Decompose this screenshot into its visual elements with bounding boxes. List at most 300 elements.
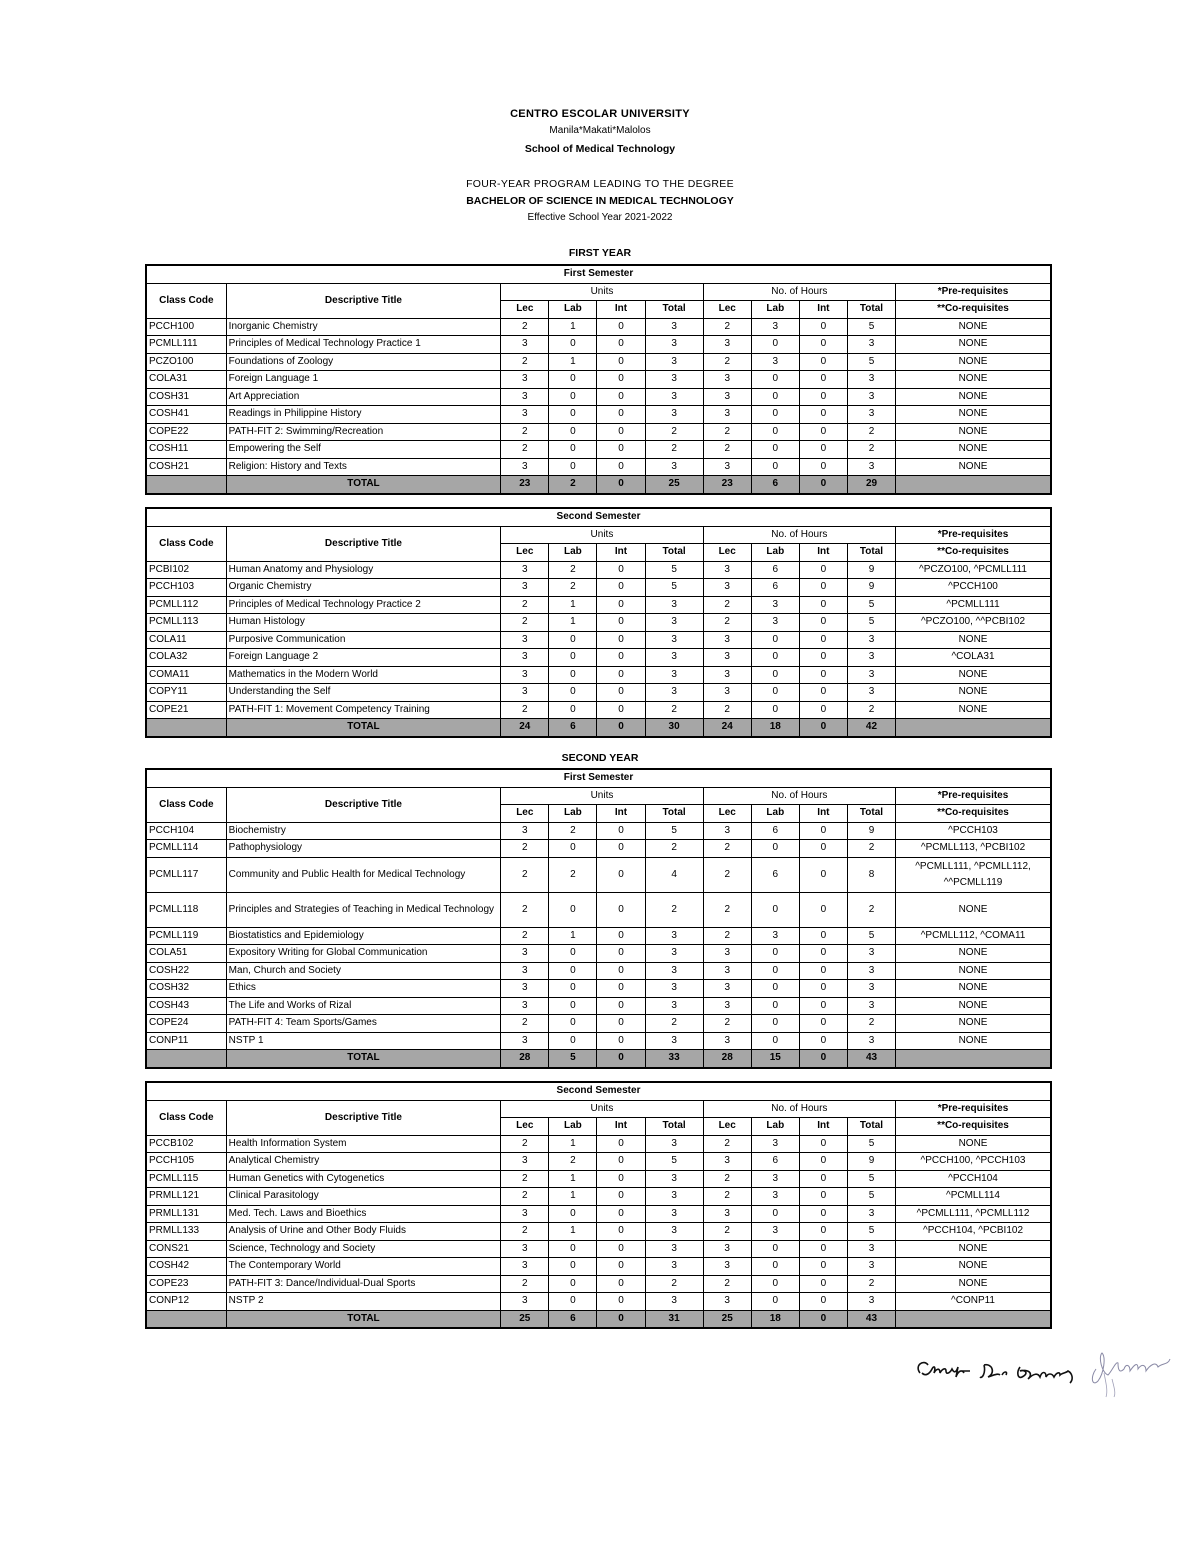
units-int: 0 xyxy=(597,1223,645,1241)
units-int: 0 xyxy=(597,962,645,980)
total-value: 6 xyxy=(549,719,597,737)
hours-int: 0 xyxy=(799,892,847,927)
units-int: 0 xyxy=(597,458,645,476)
hours-lec: 3 xyxy=(703,371,751,389)
hours-int: 0 xyxy=(799,1240,847,1258)
units-total: 2 xyxy=(645,423,703,441)
descriptive-title: Pathophysiology xyxy=(226,840,501,858)
program-title-line2: BACHELOR OF SCIENCE IN MEDICAL TECHNOLOGY xyxy=(466,195,734,207)
header-descriptive-title: Descriptive Title xyxy=(226,283,501,318)
units-int: 0 xyxy=(597,822,645,840)
units-total: 3 xyxy=(645,927,703,945)
total-value: 2 xyxy=(549,476,597,494)
descriptive-title: Science, Technology and Society xyxy=(226,1240,501,1258)
class-code: CONP11 xyxy=(146,1032,226,1050)
descriptive-title: Inorganic Chemistry xyxy=(226,318,501,336)
total-value: 0 xyxy=(597,1050,645,1068)
header-corequisites: **Co-requisites xyxy=(896,544,1051,562)
course-row xyxy=(146,980,1051,998)
course-row xyxy=(146,649,1051,667)
hours-lab: 0 xyxy=(751,840,799,858)
class-code: PCCB102 xyxy=(146,1135,226,1153)
requisites: NONE xyxy=(896,388,1051,406)
hours-lec: 3 xyxy=(703,822,751,840)
requisites: NONE xyxy=(896,631,1051,649)
university-name: CENTRO ESCOLAR UNIVERSITY xyxy=(510,108,690,120)
hours-lec: 3 xyxy=(703,980,751,998)
requisites: NONE xyxy=(896,353,1051,371)
units-lec: 3 xyxy=(501,336,549,354)
units-lab: 1 xyxy=(549,1135,597,1153)
total-value: 28 xyxy=(703,1050,751,1068)
hours-lec: 2 xyxy=(703,614,751,632)
total-value: 31 xyxy=(645,1310,703,1328)
course-row xyxy=(146,441,1051,459)
semester-table xyxy=(145,264,1052,495)
total-label: TOTAL xyxy=(226,1310,501,1328)
units-int: 0 xyxy=(597,423,645,441)
total-value: 42 xyxy=(847,719,895,737)
class-code: COPE23 xyxy=(146,1275,226,1293)
semester-title: First Semester xyxy=(146,769,1051,787)
class-code: PCMLL115 xyxy=(146,1170,226,1188)
hours-int: 0 xyxy=(799,927,847,945)
class-code: PCCH104 xyxy=(146,822,226,840)
units-lab: 2 xyxy=(549,857,597,892)
header-hours: No. of Hours xyxy=(703,1100,895,1118)
units-lec: 2 xyxy=(501,614,549,632)
hours-total: 3 xyxy=(847,666,895,684)
descriptive-title: Foreign Language 2 xyxy=(226,649,501,667)
descriptive-title: Organic Chemistry xyxy=(226,579,501,597)
class-code: COSH42 xyxy=(146,1258,226,1276)
units-int: 0 xyxy=(597,596,645,614)
units-int: 0 xyxy=(597,614,645,632)
units-int: 0 xyxy=(597,1205,645,1223)
hours-lab: 0 xyxy=(751,1015,799,1033)
header-class-code: Class Code xyxy=(146,1100,226,1135)
requisites: ^CONP11 xyxy=(896,1293,1051,1311)
program-title-line1: FOUR-YEAR PROGRAM LEADING TO THE DEGREE xyxy=(466,178,734,190)
class-code: COSH32 xyxy=(146,980,226,998)
hours-lec: 3 xyxy=(703,561,751,579)
total-row xyxy=(146,476,1051,494)
units-lec: 2 xyxy=(501,840,549,858)
hours-int: 0 xyxy=(799,1170,847,1188)
units-lec: 3 xyxy=(501,1205,549,1223)
units-lab-header: Lab xyxy=(549,544,597,562)
hours-lab: 3 xyxy=(751,318,799,336)
units-int-header: Int xyxy=(597,1118,645,1136)
course-row xyxy=(146,1170,1051,1188)
hours-int: 0 xyxy=(799,1015,847,1033)
header-prerequisites: *Pre-requisites xyxy=(896,787,1051,805)
class-code: PRMLL131 xyxy=(146,1205,226,1223)
units-total: 3 xyxy=(645,1293,703,1311)
units-total: 3 xyxy=(645,997,703,1015)
hours-total: 5 xyxy=(847,1188,895,1206)
requisites: ^PCZO100, ^^PCBI102 xyxy=(896,614,1051,632)
total-value: 0 xyxy=(597,1310,645,1328)
semester-table xyxy=(145,1081,1052,1329)
requisites: ^PCMLL113, ^PCBI102 xyxy=(896,840,1051,858)
units-total: 3 xyxy=(645,631,703,649)
units-lec: 3 xyxy=(501,561,549,579)
units-int: 0 xyxy=(597,631,645,649)
hours-lec: 3 xyxy=(703,631,751,649)
total-value: 0 xyxy=(597,719,645,737)
units-lab: 0 xyxy=(549,388,597,406)
descriptive-title: PATH-FIT 1: Movement Competency Training xyxy=(226,701,501,719)
total-blank xyxy=(896,719,1051,737)
units-total: 2 xyxy=(645,892,703,927)
requisites: NONE xyxy=(896,892,1051,927)
hours-int: 0 xyxy=(799,1293,847,1311)
hours-total: 3 xyxy=(847,684,895,702)
header-units: Units xyxy=(501,526,703,544)
units-total-header: Total xyxy=(645,805,703,823)
units-int: 0 xyxy=(597,1275,645,1293)
semester-title: First Semester xyxy=(146,265,1051,283)
campus-locations: Manila*Makati*Malolos xyxy=(549,125,651,136)
descriptive-title: Ethics xyxy=(226,980,501,998)
requisites: NONE xyxy=(896,701,1051,719)
units-lec-header: Lec xyxy=(501,544,549,562)
hours-lab: 3 xyxy=(751,596,799,614)
hours-total: 2 xyxy=(847,441,895,459)
class-code: PCZO100 xyxy=(146,353,226,371)
requisites: NONE xyxy=(896,458,1051,476)
hours-int: 0 xyxy=(799,441,847,459)
hours-lab: 6 xyxy=(751,561,799,579)
descriptive-title: Empowering the Self xyxy=(226,441,501,459)
total-value: 43 xyxy=(847,1310,895,1328)
course-row xyxy=(146,945,1051,963)
units-lab: 0 xyxy=(549,980,597,998)
units-total: 3 xyxy=(645,614,703,632)
descriptive-title: Human Genetics with Cytogenetics xyxy=(226,1170,501,1188)
units-int: 0 xyxy=(597,353,645,371)
total-value: 23 xyxy=(703,476,751,494)
hours-int-header: Int xyxy=(799,805,847,823)
class-code: PCMLL114 xyxy=(146,840,226,858)
class-code: COLA32 xyxy=(146,649,226,667)
units-lab: 1 xyxy=(549,353,597,371)
hours-int-header: Int xyxy=(799,301,847,319)
hours-lab: 0 xyxy=(751,649,799,667)
class-code: COPE22 xyxy=(146,423,226,441)
class-code: CONP12 xyxy=(146,1293,226,1311)
hours-lec: 2 xyxy=(703,1275,751,1293)
requisites: ^PCCH104, ^PCBI102 xyxy=(896,1223,1051,1241)
descriptive-title: Analytical Chemistry xyxy=(226,1153,501,1171)
total-blank xyxy=(896,1050,1051,1068)
total-value: 23 xyxy=(501,476,549,494)
units-lab: 0 xyxy=(549,997,597,1015)
units-total: 2 xyxy=(645,840,703,858)
units-int: 0 xyxy=(597,1293,645,1311)
units-lab: 2 xyxy=(549,579,597,597)
units-lec: 3 xyxy=(501,1032,549,1050)
total-value: 30 xyxy=(645,719,703,737)
hours-total: 9 xyxy=(847,561,895,579)
descriptive-title: Human Histology xyxy=(226,614,501,632)
descriptive-title: Art Appreciation xyxy=(226,388,501,406)
hours-total: 3 xyxy=(847,1258,895,1276)
units-total: 3 xyxy=(645,388,703,406)
hours-lec: 3 xyxy=(703,666,751,684)
units-int-header: Int xyxy=(597,544,645,562)
hours-lab: 0 xyxy=(751,1240,799,1258)
units-int: 0 xyxy=(597,561,645,579)
total-value: 15 xyxy=(751,1050,799,1068)
units-lab: 1 xyxy=(549,318,597,336)
hours-lec: 3 xyxy=(703,649,751,667)
hours-int: 0 xyxy=(799,1188,847,1206)
course-row xyxy=(146,336,1051,354)
header-units: Units xyxy=(501,1100,703,1118)
course-row xyxy=(146,997,1051,1015)
course-row xyxy=(146,1275,1051,1293)
hours-total: 3 xyxy=(847,1293,895,1311)
hours-lec: 3 xyxy=(703,945,751,963)
requisites: NONE xyxy=(896,997,1051,1015)
hours-lab: 3 xyxy=(751,353,799,371)
hours-total: 3 xyxy=(847,997,895,1015)
hours-total-header: Total xyxy=(847,544,895,562)
total-value: 6 xyxy=(549,1310,597,1328)
class-code: PCMLL112 xyxy=(146,596,226,614)
units-lab: 0 xyxy=(549,666,597,684)
hours-total: 3 xyxy=(847,945,895,963)
hours-int-header: Int xyxy=(799,544,847,562)
total-value: 25 xyxy=(501,1310,549,1328)
units-lab: 1 xyxy=(549,1188,597,1206)
hours-total: 5 xyxy=(847,614,895,632)
hours-total: 3 xyxy=(847,649,895,667)
hours-int: 0 xyxy=(799,962,847,980)
units-int: 0 xyxy=(597,1258,645,1276)
units-lab: 0 xyxy=(549,840,597,858)
total-blank xyxy=(146,476,226,494)
units-lec: 3 xyxy=(501,980,549,998)
hours-total: 5 xyxy=(847,596,895,614)
class-code: PRMLL133 xyxy=(146,1223,226,1241)
hours-lab: 6 xyxy=(751,579,799,597)
hours-int: 0 xyxy=(799,1153,847,1171)
hours-lec: 2 xyxy=(703,857,751,892)
course-row xyxy=(146,406,1051,424)
units-total: 3 xyxy=(645,1032,703,1050)
total-blank xyxy=(146,1310,226,1328)
descriptive-title: Analysis of Urine and Other Body Fluids xyxy=(226,1223,501,1241)
hours-lab: 6 xyxy=(751,857,799,892)
year-label: SECOND YEAR xyxy=(561,752,639,764)
hours-lab: 0 xyxy=(751,1275,799,1293)
class-code: COPE21 xyxy=(146,701,226,719)
hours-lec: 3 xyxy=(703,962,751,980)
requisites: NONE xyxy=(896,1258,1051,1276)
hours-total: 3 xyxy=(847,1240,895,1258)
hours-lab: 0 xyxy=(751,701,799,719)
class-code: COLA11 xyxy=(146,631,226,649)
units-lec: 3 xyxy=(501,684,549,702)
hours-int: 0 xyxy=(799,614,847,632)
descriptive-title: Biochemistry xyxy=(226,822,501,840)
header-descriptive-title: Descriptive Title xyxy=(226,787,501,822)
units-total: 3 xyxy=(645,336,703,354)
total-value: 18 xyxy=(751,1310,799,1328)
hours-lec: 2 xyxy=(703,423,751,441)
hours-lec: 2 xyxy=(703,1135,751,1153)
hours-int-header: Int xyxy=(799,1118,847,1136)
total-label: TOTAL xyxy=(226,1050,501,1068)
hours-int: 0 xyxy=(799,997,847,1015)
hours-total: 5 xyxy=(847,318,895,336)
effective-year: Effective School Year 2021-2022 xyxy=(527,212,673,223)
requisites: NONE xyxy=(896,406,1051,424)
descriptive-title: NSTP 2 xyxy=(226,1293,501,1311)
descriptive-title: The Life and Works of Rizal xyxy=(226,997,501,1015)
hours-total: 2 xyxy=(847,1015,895,1033)
hours-total: 9 xyxy=(847,579,895,597)
hours-total: 5 xyxy=(847,1170,895,1188)
units-lec-header: Lec xyxy=(501,1118,549,1136)
hours-int: 0 xyxy=(799,336,847,354)
semester-table xyxy=(145,768,1052,1069)
units-total: 3 xyxy=(645,962,703,980)
course-row xyxy=(146,1293,1051,1311)
units-total: 5 xyxy=(645,579,703,597)
units-int: 0 xyxy=(597,649,645,667)
hours-lab: 0 xyxy=(751,406,799,424)
total-value: 0 xyxy=(799,476,847,494)
units-lec: 3 xyxy=(501,962,549,980)
hours-lec: 2 xyxy=(703,1015,751,1033)
units-total-header: Total xyxy=(645,544,703,562)
hours-total: 5 xyxy=(847,1223,895,1241)
hours-lec: 2 xyxy=(703,701,751,719)
hours-lec: 2 xyxy=(703,927,751,945)
hours-int: 0 xyxy=(799,458,847,476)
class-code: COPE24 xyxy=(146,1015,226,1033)
course-row xyxy=(146,927,1051,945)
hours-lab: 0 xyxy=(751,631,799,649)
hours-int: 0 xyxy=(799,561,847,579)
course-row xyxy=(146,1258,1051,1276)
header-hours: No. of Hours xyxy=(703,787,895,805)
units-int: 0 xyxy=(597,666,645,684)
hours-lab-header: Lab xyxy=(751,805,799,823)
units-total: 3 xyxy=(645,980,703,998)
units-lec: 2 xyxy=(501,1275,549,1293)
hours-lab: 0 xyxy=(751,371,799,389)
hours-lec: 3 xyxy=(703,1258,751,1276)
units-total: 3 xyxy=(645,1240,703,1258)
hours-total: 8 xyxy=(847,857,895,892)
hours-lab: 0 xyxy=(751,1205,799,1223)
hours-lab: 0 xyxy=(751,945,799,963)
semester-title: Second Semester xyxy=(146,508,1051,526)
units-lec: 3 xyxy=(501,666,549,684)
course-row xyxy=(146,1188,1051,1206)
descriptive-title: Med. Tech. Laws and Bioethics xyxy=(226,1205,501,1223)
hours-lec: 2 xyxy=(703,1223,751,1241)
units-total: 3 xyxy=(645,596,703,614)
header-prerequisites: *Pre-requisites xyxy=(896,526,1051,544)
units-lab: 0 xyxy=(549,1032,597,1050)
hours-lab: 0 xyxy=(751,423,799,441)
class-code: PCCH103 xyxy=(146,579,226,597)
hours-lec: 3 xyxy=(703,1240,751,1258)
units-total: 3 xyxy=(645,666,703,684)
units-int: 0 xyxy=(597,1170,645,1188)
units-int: 0 xyxy=(597,336,645,354)
units-lab: 0 xyxy=(549,371,597,389)
hours-int: 0 xyxy=(799,318,847,336)
hours-total: 3 xyxy=(847,962,895,980)
requisites: ^PCMLL111 xyxy=(896,596,1051,614)
hours-lec: 3 xyxy=(703,388,751,406)
units-total-header: Total xyxy=(645,1118,703,1136)
requisites: ^PCCH100, ^PCCH103 xyxy=(896,1153,1051,1171)
course-row xyxy=(146,1032,1051,1050)
units-int: 0 xyxy=(597,857,645,892)
hours-int: 0 xyxy=(799,684,847,702)
course-row xyxy=(146,892,1051,927)
units-lec: 2 xyxy=(501,353,549,371)
descriptive-title: Principles of Medical Technology Practice 2 xyxy=(226,596,501,614)
requisites: ^PCZO100, ^PCMLL111 xyxy=(896,561,1051,579)
class-code: PCMLL111 xyxy=(146,336,226,354)
header-descriptive-title: Descriptive Title xyxy=(226,1100,501,1135)
units-int: 0 xyxy=(597,579,645,597)
units-lab: 2 xyxy=(549,822,597,840)
total-value: 28 xyxy=(501,1050,549,1068)
requisites: NONE xyxy=(896,666,1051,684)
hours-lab: 3 xyxy=(751,927,799,945)
units-lec: 2 xyxy=(501,892,549,927)
units-lab: 0 xyxy=(549,701,597,719)
units-lec: 2 xyxy=(501,423,549,441)
units-lab: 0 xyxy=(549,631,597,649)
course-row xyxy=(146,1240,1051,1258)
class-code: COMA11 xyxy=(146,666,226,684)
hours-int: 0 xyxy=(799,631,847,649)
units-lec: 2 xyxy=(501,1170,549,1188)
units-lec: 3 xyxy=(501,1153,549,1171)
units-int: 0 xyxy=(597,1188,645,1206)
total-label: TOTAL xyxy=(226,719,501,737)
units-total: 3 xyxy=(645,458,703,476)
hours-int: 0 xyxy=(799,1032,847,1050)
hours-lab: 0 xyxy=(751,997,799,1015)
units-total: 3 xyxy=(645,406,703,424)
hours-int: 0 xyxy=(799,423,847,441)
hours-lec: 3 xyxy=(703,579,751,597)
descriptive-title: Clinical Parasitology xyxy=(226,1188,501,1206)
units-total-header: Total xyxy=(645,301,703,319)
total-blank xyxy=(146,719,226,737)
units-total: 3 xyxy=(645,945,703,963)
descriptive-title: Readings in Philippine History xyxy=(226,406,501,424)
header-hours: No. of Hours xyxy=(703,526,895,544)
units-total: 5 xyxy=(645,561,703,579)
school-name: School of Medical Technology xyxy=(524,143,676,155)
units-lab: 2 xyxy=(549,1153,597,1171)
descriptive-title: NSTP 1 xyxy=(226,1032,501,1050)
header-prerequisites: *Pre-requisites xyxy=(896,283,1051,301)
